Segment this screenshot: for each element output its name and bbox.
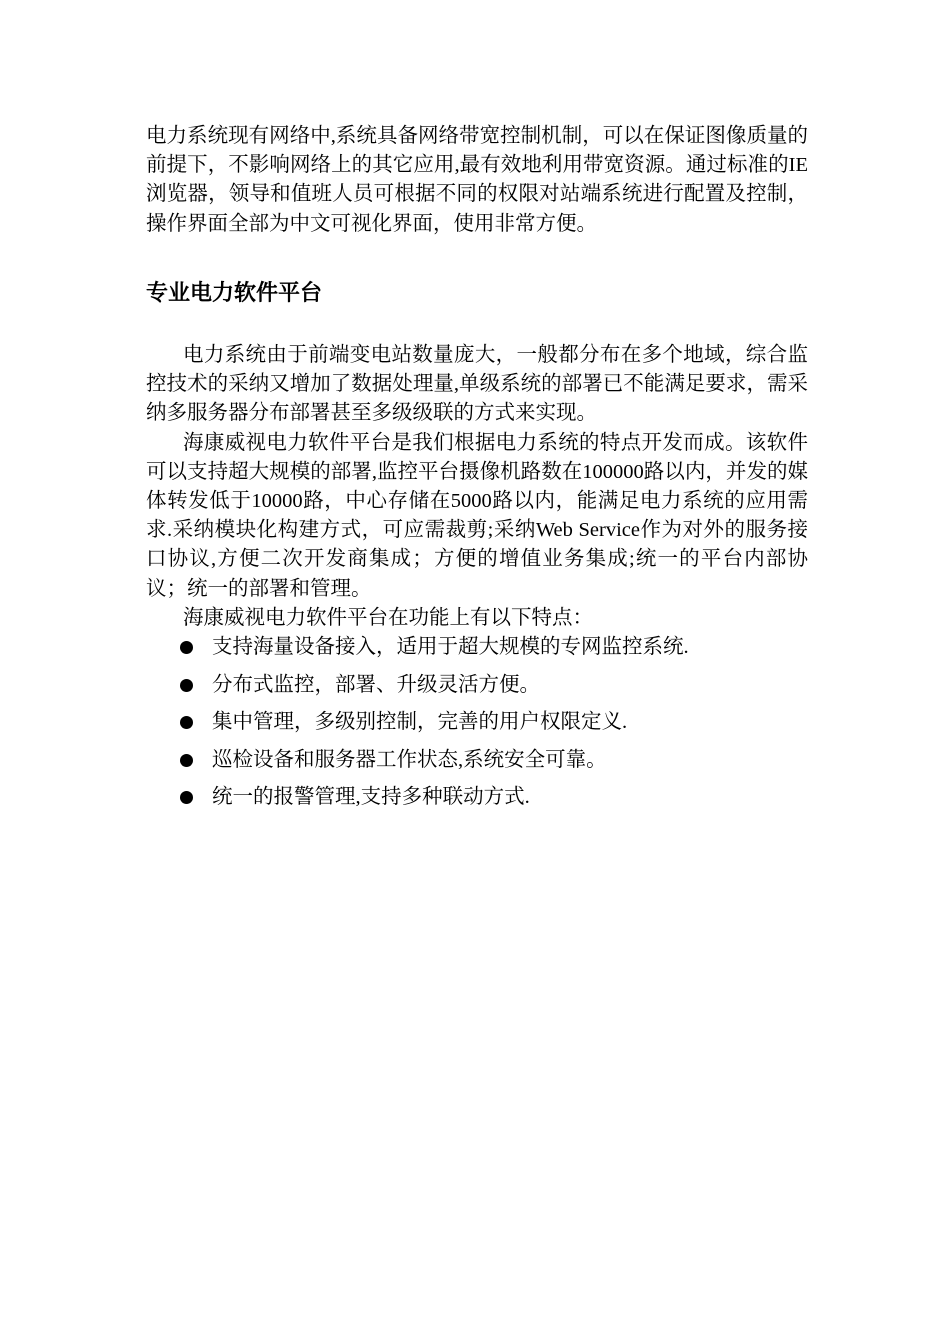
feature-list	[146, 633, 808, 812]
list-item-text: 巡检设备和服务器工作状态,系统安全可靠。	[212, 748, 607, 771]
list-item	[146, 746, 808, 775]
list-item-text: 集中管理，多级别控制，完善的用户权限定义.	[212, 711, 628, 734]
bullet-dot-icon	[180, 754, 193, 767]
list-item	[146, 783, 808, 812]
list-item	[146, 633, 808, 662]
section-paragraph-2: 海康威视电力软件平台是我们根据电力系统的特点开发而成。该软件可以支持超大规模的部署,监控平台摄像机路数在100000路以内，并发的媒体转发低于10000路，中心存储在5000路以内，能满足电力系统的应用需求.采纳模块化构建方式，可应需裁剪;采纳Web Service作为对外的服务接口协议,方便二次开发商集成；方便的增值业务集成;统一的平台内部协议；统一的部署和管理。	[146, 431, 808, 600]
features-intro: 海康威视电力软件平台在功能上有以下特点：	[183, 606, 593, 629]
list-item	[146, 671, 808, 700]
bullet-dot-icon	[180, 791, 193, 804]
document-page	[146, 122, 808, 809]
bullet-dot-icon	[180, 716, 193, 729]
bullet-dot-icon	[180, 641, 193, 654]
section-body	[146, 341, 808, 821]
list-item-text: 支持海量设备接入，适用于超大规模的专网监控系统.	[212, 636, 689, 659]
intro-paragraph: 电力系统现有网络中,系统具备网络带宽控制机制，可以在保证图像质量的前提下，不影响网络上的其它应用,最有效地利用带宽资源。通过标准的IE浏览器，领导和值班人员可根据不同的权限对站端系统进行配置及控制，操作界面全部为中文可视化界面，使用非常方便。	[146, 125, 808, 235]
list-item	[146, 708, 808, 737]
list-item-text: 统一的报警管理,支持多种联动方式.	[212, 786, 530, 809]
section-paragraph-1: 电力系统由于前端变电站数量庞大，一般都分布在多个地域，综合监控技术的采纳又增加了数据处理量,单级系统的部署已不能满足要求，需采纳多服务器分布部署甚至多级级联的方式来实现。	[146, 344, 808, 425]
section-heading: 专业电力软件平台	[146, 280, 323, 305]
bullet-dot-icon	[180, 679, 193, 692]
list-item-text: 分布式监控，部署、升级灵活方便。	[212, 673, 540, 696]
